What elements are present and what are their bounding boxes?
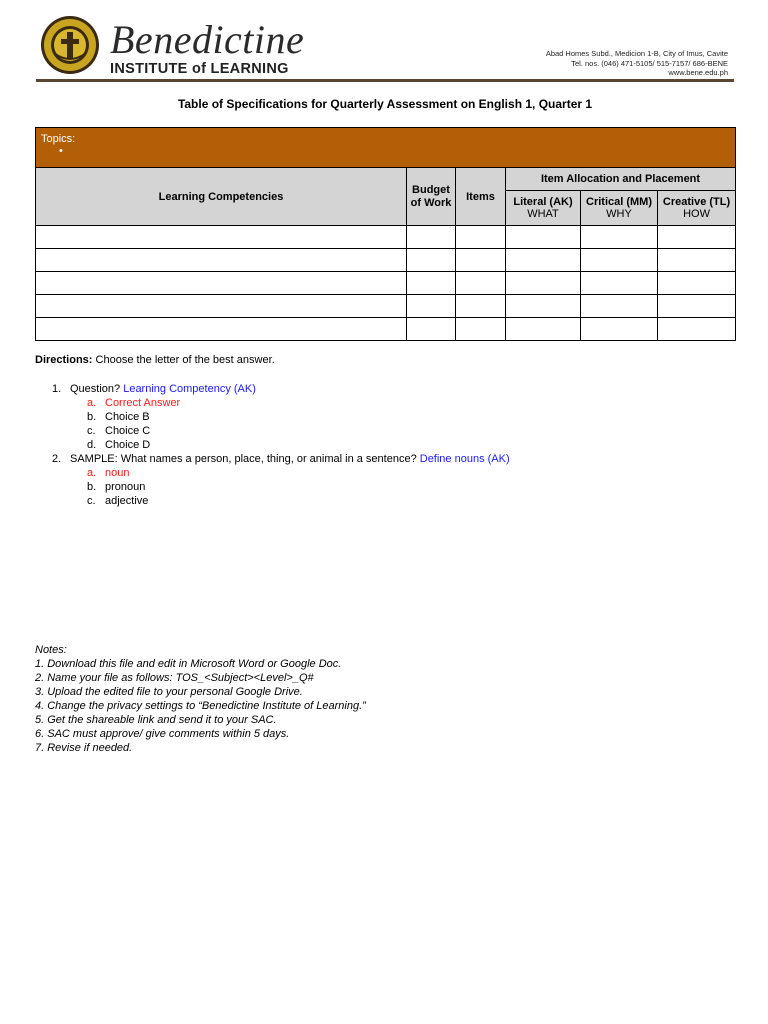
question-text: SAMPLE: What names a person, place, thing, or animal in a sentence? [70, 453, 420, 465]
choice-item [35, 494, 510, 508]
note-item: 2. Name your file as follows: TOS_<Subject><Level>_Q# [35, 672, 314, 684]
choice-item [35, 480, 510, 494]
level-question: WHAT [527, 208, 559, 220]
document-title: Table of Specifications for Quarterly Assessment on English 1, Quarter 1 [177, 97, 593, 111]
level-question: HOW [683, 208, 710, 220]
letterhead [36, 12, 734, 78]
header-divider [36, 79, 734, 82]
table-cell[interactable] [506, 295, 581, 318]
choice-text: Choice B [105, 411, 150, 423]
question-item [35, 382, 510, 396]
choice-letter: b. [87, 481, 97, 493]
competency-tag: Learning Competency (AK) [123, 383, 256, 395]
directions-text: Choose the letter of the best answer. [92, 354, 275, 366]
level-name: Critical (MM) [586, 196, 652, 208]
topics-bullet: • [59, 145, 63, 157]
choice-text: adjective [105, 495, 149, 507]
header-level-creative [658, 191, 736, 226]
table-row [36, 272, 736, 295]
specification-table [35, 127, 736, 341]
choice-letter: c. [87, 495, 96, 507]
table-cell[interactable] [581, 318, 658, 341]
choice-text: Choice D [105, 439, 151, 451]
table-cell[interactable] [407, 272, 456, 295]
choice-item [35, 466, 510, 480]
question-item [35, 452, 510, 466]
note-item: 7. Revise if needed. [35, 742, 133, 754]
table-cell[interactable] [506, 272, 581, 295]
table-cell[interactable] [36, 249, 407, 272]
table-cell[interactable] [407, 249, 456, 272]
directions [35, 354, 275, 366]
table-cell[interactable] [506, 249, 581, 272]
question-number: 2. [52, 453, 62, 465]
table-cell[interactable] [658, 226, 736, 249]
header-items: Items [456, 168, 506, 226]
note-item: 5. Get the shareable link and send it to your SAC. [35, 714, 277, 726]
table-cell[interactable] [506, 226, 581, 249]
choice-item [35, 424, 510, 438]
website-line: www.bene.edu.ph [668, 68, 728, 77]
table-cell[interactable] [581, 249, 658, 272]
table-cell[interactable] [36, 318, 407, 341]
brand-subtitle: INSTITUTE of LEARNING [110, 61, 289, 77]
table-cell[interactable] [456, 249, 506, 272]
table-row [36, 318, 736, 341]
choice-item [35, 438, 510, 452]
question-text: Question? [70, 383, 124, 395]
level-name: Literal (AK) [513, 196, 573, 208]
table-cell[interactable] [456, 295, 506, 318]
choice-text: noun [105, 467, 130, 479]
topics-cell[interactable] [36, 128, 736, 168]
notes-section [35, 643, 366, 755]
directions-label: Directions: [35, 354, 93, 366]
table-row [36, 249, 736, 272]
table-cell[interactable] [36, 226, 407, 249]
choice-letter: c. [87, 425, 96, 437]
phone-line: Tel. nos. (046) 471-5105/ 515-7157/ 686-BENE [571, 58, 728, 68]
level-question: WHY [606, 208, 632, 220]
note-item: 6. SAC must approve/ give comments within 5 days. [35, 728, 290, 740]
level-name: Creative (TL) [662, 196, 731, 208]
table-cell[interactable] [456, 272, 506, 295]
table-cell[interactable] [658, 318, 736, 341]
table-cell[interactable] [36, 295, 407, 318]
table-cell[interactable] [658, 272, 736, 295]
note-item: 4. Change the privacy settings to “Benedictine Institute of Learning.” [35, 700, 366, 712]
table-cell[interactable] [581, 226, 658, 249]
table-cell[interactable] [407, 226, 456, 249]
choice-text: Correct Answer [105, 397, 181, 409]
table-row [36, 295, 736, 318]
competency-tag: Define nouns (AK) [419, 453, 510, 465]
choice-item [35, 410, 510, 424]
table-cell[interactable] [581, 272, 658, 295]
header-item-allocation: Item Allocation and Placement [506, 168, 736, 191]
table-cell[interactable] [506, 318, 581, 341]
table-cell[interactable] [456, 226, 506, 249]
notes-title: Notes: [35, 644, 67, 656]
choice-text: pronoun [105, 481, 146, 493]
table-cell[interactable] [456, 318, 506, 341]
header-learning-competencies: Learning Competencies [36, 168, 407, 226]
topics-label: Topics: [41, 133, 76, 145]
school-seal-logo [40, 15, 100, 75]
table-cell[interactable] [407, 295, 456, 318]
note-item: 1. Download this file and edit in Microsoft Word or Google Doc. [35, 658, 342, 670]
choice-letter: b. [87, 411, 97, 423]
choice-item [35, 396, 510, 410]
school-address [546, 49, 728, 78]
table-cell[interactable] [581, 295, 658, 318]
choice-text: Choice C [105, 425, 151, 437]
header-level-literal [506, 191, 581, 226]
table-cell[interactable] [658, 249, 736, 272]
choice-letter: a. [87, 467, 97, 479]
note-item: 3. Upload the edited file to your personal Google Drive. [35, 686, 303, 698]
table-row [36, 226, 736, 249]
choice-letter: a. [87, 397, 97, 409]
table-cell[interactable] [36, 272, 407, 295]
question-number: 1. [52, 383, 62, 395]
table-cell[interactable] [407, 318, 456, 341]
table-cell[interactable] [658, 295, 736, 318]
header-budget-of-work: Budget of Work [407, 168, 456, 226]
brand-name-script: Benedictine [110, 17, 305, 62]
address-line: Abad Homes Subd., Medicion 1-B, City of Imus, Cavite [545, 49, 728, 58]
choice-letter: d. [87, 439, 97, 451]
question-list [35, 382, 510, 508]
header-level-critical [581, 191, 658, 226]
